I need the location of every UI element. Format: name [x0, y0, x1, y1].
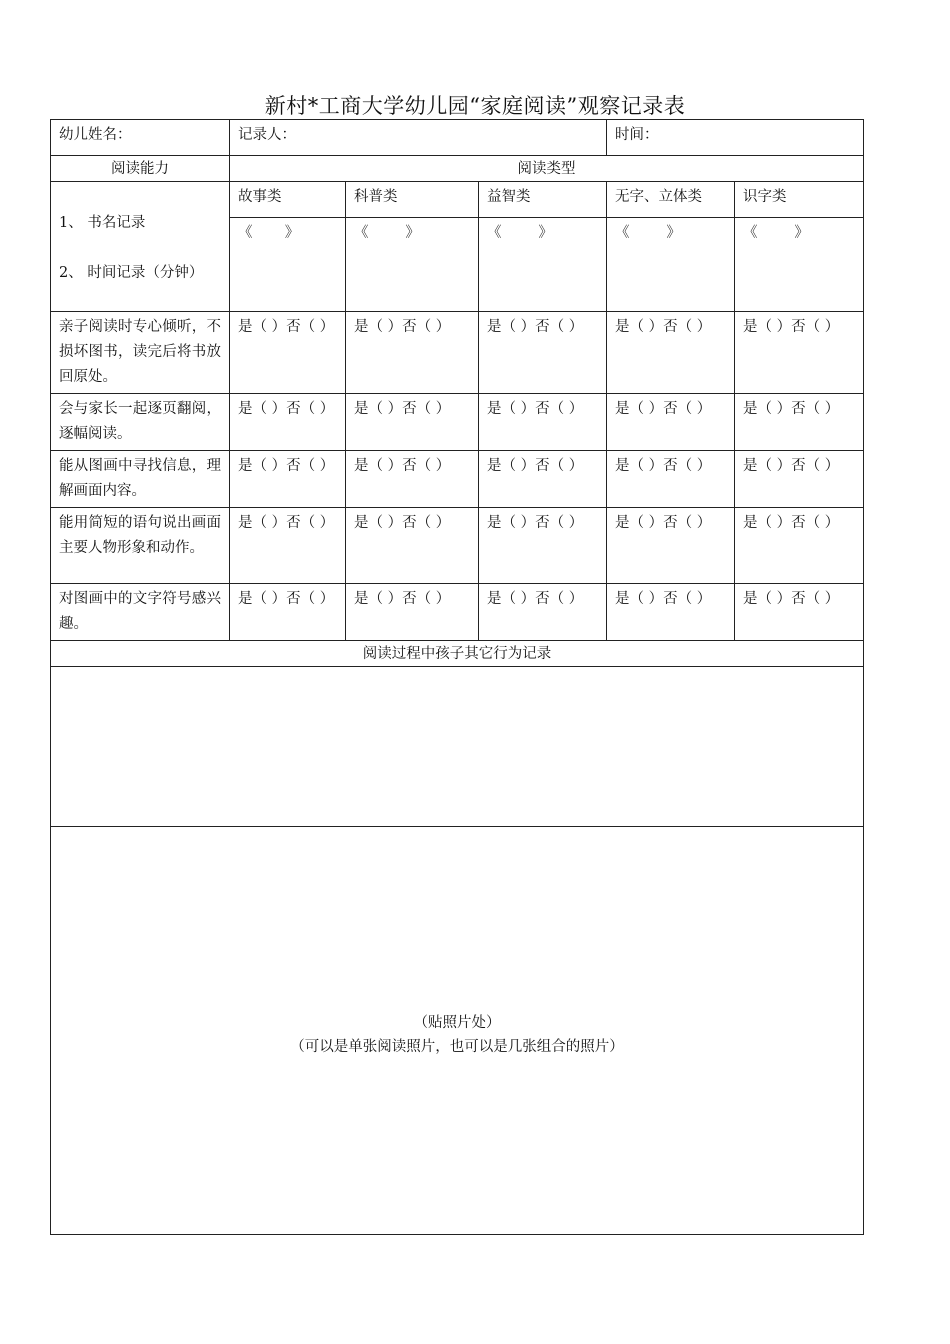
- yes-no-checkbox[interactable]: 是（ ）否（ ）: [230, 451, 346, 508]
- other-behavior-row: [51, 667, 864, 827]
- ability-row: [51, 584, 864, 641]
- record-items-cell: [51, 182, 230, 312]
- yes-no-checkbox[interactable]: 是（ ）否（ ）: [230, 394, 346, 451]
- ability-row: [51, 508, 864, 584]
- ability-label: 亲子阅读时专心倾听，不损坏图书，读完后将书放回原处。: [51, 312, 230, 394]
- yes-no-checkbox[interactable]: 是（ ）否（ ）: [346, 584, 479, 641]
- type-puzzle: 益智类: [479, 182, 607, 218]
- observation-form-table: [50, 119, 864, 1235]
- child-name-label: 幼儿姓名：: [59, 127, 132, 143]
- recorder-field[interactable]: [230, 120, 607, 156]
- book-title-wordless[interactable]: [607, 218, 735, 312]
- yes-no-checkbox[interactable]: 是（ ）否（ ）: [735, 451, 864, 508]
- yes-no-checkbox[interactable]: 是（ ）否（ ）: [346, 508, 479, 584]
- book-title-puzzle[interactable]: [479, 218, 607, 312]
- yes-no-checkbox[interactable]: 是（ ）否（ ）: [346, 312, 479, 394]
- book-title-record-label: 1、 书名记录: [59, 215, 146, 231]
- other-behavior-label: 阅读过程中孩子其它行为记录: [51, 641, 864, 667]
- yes-no-checkbox[interactable]: 是（ ）否（ ）: [479, 584, 607, 641]
- yes-no-checkbox[interactable]: 是（ ）否（ ）: [479, 508, 607, 584]
- reading-ability-header: 阅读能力: [51, 156, 230, 182]
- type-wordless-popup: 无字、立体类: [607, 182, 735, 218]
- section-header-row: [51, 156, 864, 182]
- yes-no-checkbox[interactable]: 是（ ）否（ ）: [607, 312, 735, 394]
- ability-row: [51, 312, 864, 394]
- ability-label: 对图画中的文字符号感兴趣。: [51, 584, 230, 641]
- type-science: 科普类: [346, 182, 479, 218]
- yes-no-checkbox[interactable]: 是（ ）否（ ）: [607, 394, 735, 451]
- yes-no-checkbox[interactable]: 是（ ）否（ ）: [735, 312, 864, 394]
- type-row: [51, 182, 864, 218]
- child-name-field[interactable]: [51, 120, 230, 156]
- recorder-label: 记录人：: [238, 127, 296, 143]
- other-behavior-input-area[interactable]: [51, 667, 864, 827]
- other-behavior-header-row: [51, 641, 864, 667]
- book-title-literacy[interactable]: [735, 218, 864, 312]
- type-story: 故事类: [230, 182, 346, 218]
- type-literacy: 识字类: [735, 182, 864, 218]
- book-title-science[interactable]: [346, 218, 479, 312]
- yes-no-checkbox[interactable]: 是（ ）否（ ）: [607, 451, 735, 508]
- photo-instruction-label: （可以是单张阅读照片，也可以是几张组合的照片）: [290, 1038, 624, 1055]
- photo-paste-area[interactable]: [51, 827, 864, 1235]
- yes-no-checkbox[interactable]: 是（ ）否（ ）: [479, 451, 607, 508]
- time-label: 时间：: [615, 127, 659, 143]
- ability-label: 能从图画中寻找信息，理解画面内容。: [51, 451, 230, 508]
- yes-no-checkbox[interactable]: 是（ ）否（ ）: [735, 394, 864, 451]
- yes-no-checkbox[interactable]: 是（ ）否（ ）: [735, 584, 864, 641]
- ability-row: [51, 394, 864, 451]
- yes-no-checkbox[interactable]: 是（ ）否（ ）: [479, 394, 607, 451]
- time-field[interactable]: [607, 120, 864, 156]
- photo-placeholder-label: （贴照片处）: [413, 1014, 501, 1031]
- book-title-brackets: 《 》: [238, 225, 300, 241]
- book-title-brackets: 《 》: [743, 225, 809, 241]
- yes-no-checkbox[interactable]: 是（ ）否（ ）: [479, 312, 607, 394]
- yes-no-checkbox[interactable]: 是（ ）否（ ）: [230, 584, 346, 641]
- reading-type-header: 阅读类型: [230, 156, 864, 182]
- yes-no-checkbox[interactable]: 是（ ）否（ ）: [230, 312, 346, 394]
- ability-label: 会与家长一起逐页翻阅，逐幅阅读。: [51, 394, 230, 451]
- book-title-brackets: 《 》: [615, 225, 681, 241]
- photo-row: [51, 827, 864, 1235]
- yes-no-checkbox[interactable]: 是（ ）否（ ）: [346, 451, 479, 508]
- yes-no-checkbox[interactable]: 是（ ）否（ ）: [607, 508, 735, 584]
- header-row: [51, 120, 864, 156]
- ability-row: [51, 451, 864, 508]
- book-title-brackets: 《 》: [354, 225, 420, 241]
- ability-label: 能用简短的语句说出画面主要人物形象和动作。: [51, 508, 230, 584]
- book-title-brackets: 《 》: [487, 225, 553, 241]
- yes-no-checkbox[interactable]: 是（ ）否（ ）: [346, 394, 479, 451]
- page-title: 新村*工商大学幼儿园“家庭阅读”观察记录表: [264, 94, 686, 118]
- book-title-story[interactable]: [230, 218, 346, 312]
- yes-no-checkbox[interactable]: 是（ ）否（ ）: [230, 508, 346, 584]
- yes-no-checkbox[interactable]: 是（ ）否（ ）: [735, 508, 864, 584]
- yes-no-checkbox[interactable]: 是（ ）否（ ）: [607, 584, 735, 641]
- time-record-label: 2、 时间记录（分钟）: [59, 265, 204, 281]
